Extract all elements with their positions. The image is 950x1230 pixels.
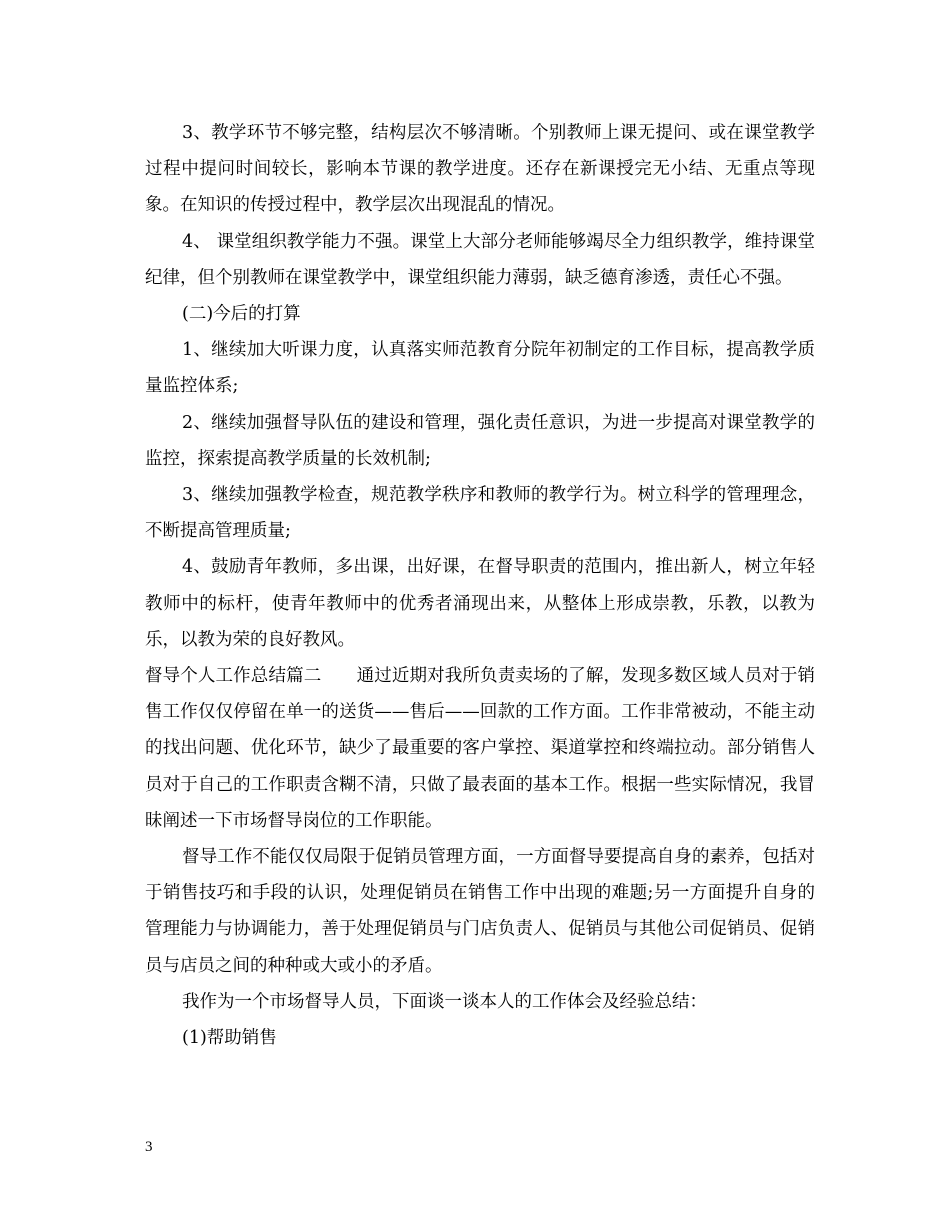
paragraph-supervision-work: 督导工作不能仅仅局限于促销员管理方面，一方面督导要提高自身的素养，包括对于销售技巧和手段的认识，处理促销员在销售工作中出现的难题;另一方面提升自身的管理能力与协调能力，善于处理促销员与门店负责人、促销员与其他公司促销员、促销员与店员之间的种种或大或小的矛盾。 xyxy=(145,847,815,976)
paragraph-summary-part-two: 督导个人工作总结篇二 通过近期对我所负责卖场的了解，发现多数区域人员对于销售工作仅仅停留在单一的送货——售后——回款的工作方面。工作非常被动，不能主动的找出问题、优化环节，缺少了最重要的客户掌控、渠道掌控和终端拉动。部分销售人员对于自己的工作职责含糊不清，只做了最表面的基本工作。根据一些实际情况，我冒昧阐述一下市场督导岗位的工作职能。 xyxy=(145,666,815,831)
section-heading-future-plans: (二)今后的打算 xyxy=(182,304,301,325)
paragraph-plan-1: 1、继续加大听课力度，认真落实师范教育分院年初制定的工作目标，提高教学质量监控体系; xyxy=(145,340,815,397)
paragraph-plan-3: 3、继续加强教学检查，规范教学秩序和教师的教学行为。树立科学的管理理念，不断提高管理质量; xyxy=(145,485,815,542)
paragraph-experience-intro: 我作为一个市场督导人员，下面谈一谈本人的工作体会及经验总结： xyxy=(182,991,707,1012)
paragraph-help-sales: (1)帮助销售 xyxy=(182,1028,277,1049)
paragraph-plan-4: 4、鼓励青年教师，多出课，出好课，在督导职责的范围内，推出新人，树立年轻教师中的标杆，使青年教师中的优秀者涌现出来，从整体上形成崇教，乐教，以教为乐，以教为荣的良好教风。 xyxy=(145,557,815,650)
page-number: 3 xyxy=(145,1139,153,1155)
document-body xyxy=(145,115,815,1056)
paragraph-classroom-organization: 4、 课堂组织教学能力不强。课堂上大部分老师能够竭尽全力组织教学，维持课堂纪律，但个别教师在课堂教学中，课堂组织能力薄弱，缺乏德育渗透，责任心不强。 xyxy=(145,231,815,288)
paragraph-plan-2: 2、继续加强督导队伍的建设和管理，强化责任意识，为进一步提高对课堂教学的监控，探索提高教学质量的长效机制; xyxy=(145,412,815,469)
paragraph-teaching-steps: 3、教学环节不够完整，结构层次不够清晰。个别教师上课无提问、或在课堂教学过程中提问时间较长，影响本节课的教学进度。还存在新课授完无小结、无重点等现象。在知识的传授过程中，教学层次出现混乱的情况。 xyxy=(145,123,815,216)
